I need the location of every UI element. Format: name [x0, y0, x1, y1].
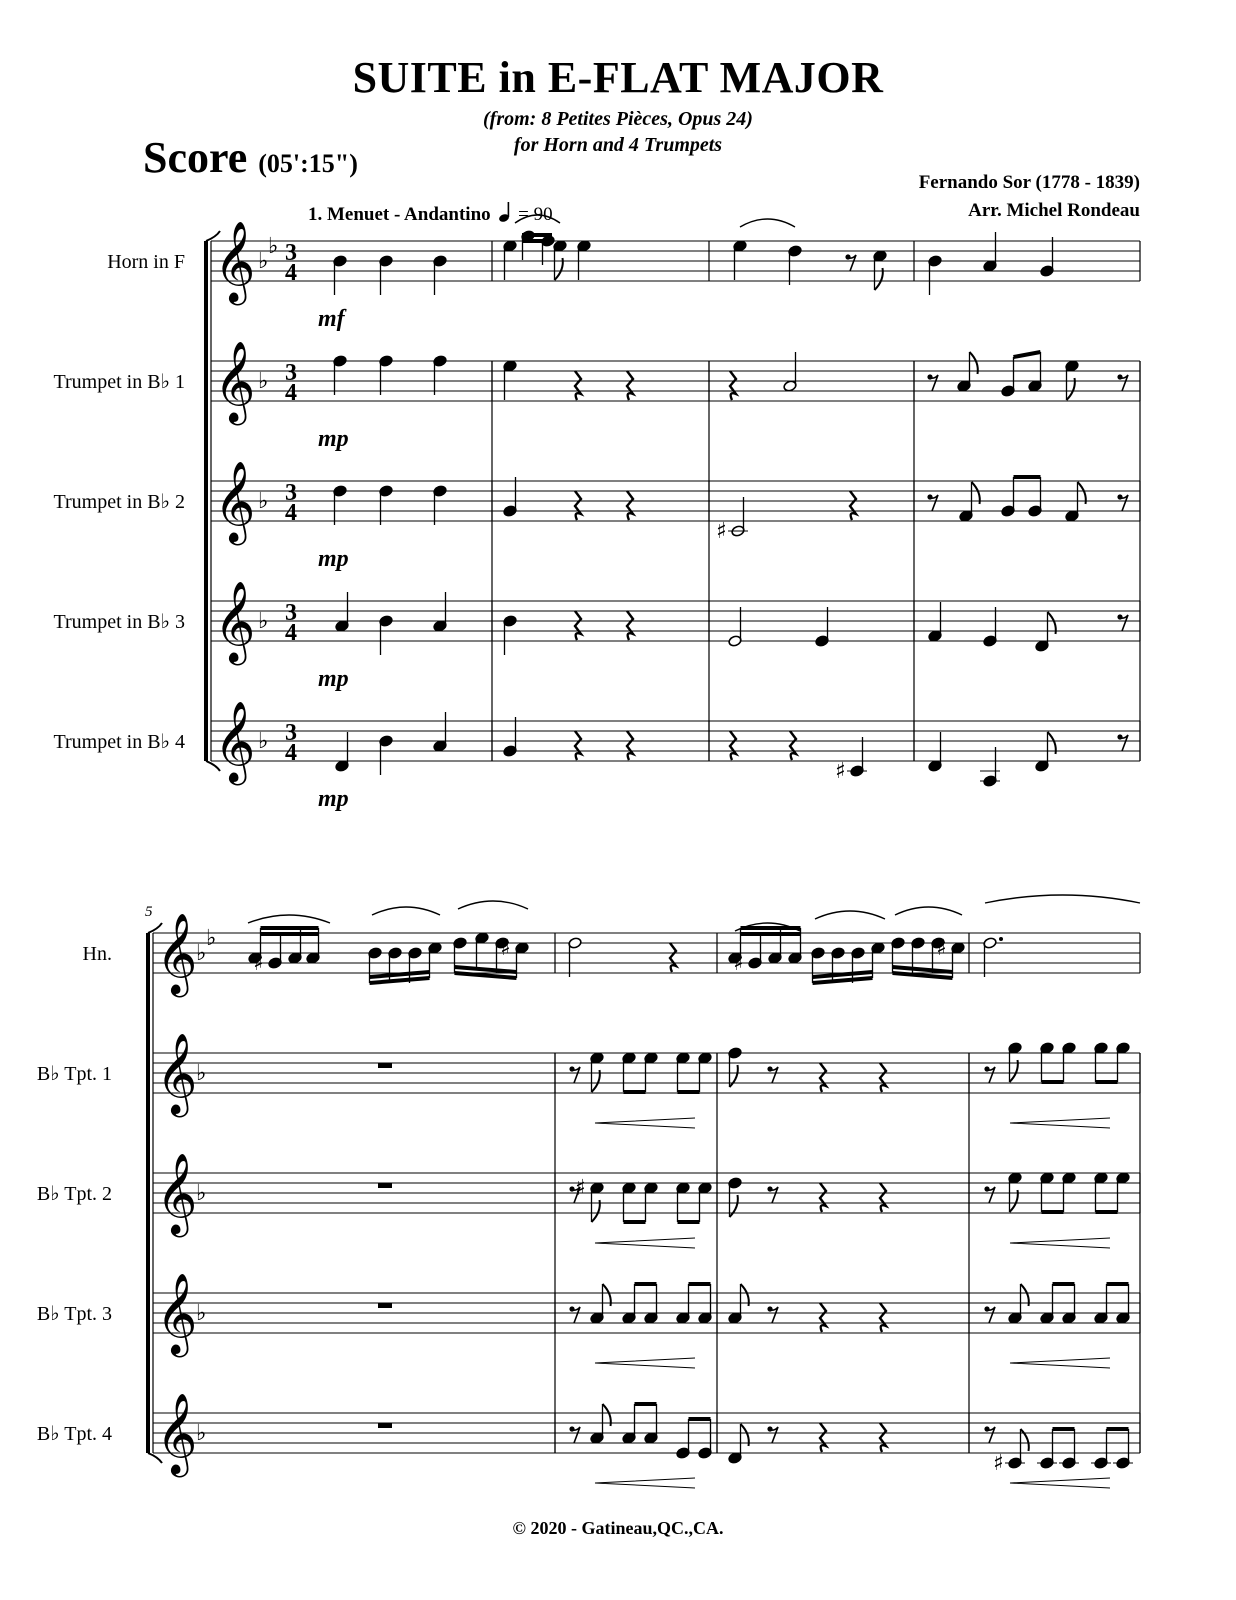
- measure-number: 5: [145, 904, 153, 920]
- dynamic-marking: mp: [318, 546, 349, 572]
- quarter-rest-icon: [790, 731, 796, 760]
- eighth-rest-icon: [770, 1067, 778, 1083]
- quarter-rest-icon: [575, 371, 581, 400]
- eighth-rest-icon: [930, 375, 938, 391]
- eighth-rest-icon: [770, 1187, 778, 1203]
- quarter-rest-icon: [575, 731, 581, 760]
- system-1: [54, 215, 1141, 812]
- eighth-rest-icon: [1120, 375, 1128, 391]
- quarter-rest-icon: [820, 1303, 826, 1332]
- movement-title: 1. Menuet - Andantino: [308, 204, 491, 225]
- treble-clef-icon: 𝄞: [156, 912, 198, 994]
- flat-icon: ♭: [258, 489, 269, 514]
- treble-clef-icon: 𝄞: [214, 700, 256, 782]
- treble-clef-icon: 𝄞: [214, 460, 256, 542]
- note-flag: [1021, 1429, 1029, 1451]
- quarter-rest-icon: [670, 943, 676, 972]
- quarter-rest-icon: [627, 731, 633, 760]
- staff-1: [107, 220, 1140, 332]
- score-duration: (05':15"): [258, 149, 358, 178]
- staff-3: [54, 460, 1141, 572]
- subtitle-instrumentation: for Horn and 4 Trumpets: [513, 134, 723, 156]
- sharp-icon: ♯: [993, 1451, 1004, 1476]
- arranger: Arr. Michel Rondeau: [968, 200, 1140, 221]
- flat-icon: ♭: [196, 1181, 207, 1206]
- time-signature-numerator: 3: [285, 480, 297, 506]
- copyright-notice: © 2020 - Gatineau,QC.,CA.: [512, 1518, 724, 1538]
- time-signature-denominator: 4: [285, 620, 297, 646]
- quarter-rest-icon: [627, 371, 633, 400]
- time-signature-numerator: 3: [285, 360, 297, 386]
- quarter-rest-icon: [880, 1303, 886, 1332]
- flat-icon: ♭: [206, 926, 217, 951]
- note-flag: [730, 1195, 738, 1217]
- slur: [895, 907, 962, 915]
- dynamic-marking: mp: [318, 426, 349, 452]
- slur: [458, 901, 528, 909]
- note-beam: [893, 967, 953, 972]
- flat-icon: ♭: [196, 1301, 207, 1326]
- eighth-rest-icon: [987, 1427, 995, 1443]
- quarter-rest-icon: [850, 491, 856, 520]
- composer: Fernando Sor (1778 - 1839): [918, 172, 1140, 193]
- note-beam: [893, 973, 953, 978]
- quarter-rest-icon: [820, 1423, 826, 1452]
- note-beam: [455, 973, 517, 978]
- staff-2: [54, 340, 1141, 452]
- crescendo-hairpin: [595, 1358, 695, 1368]
- note-beam: [1014, 352, 1041, 357]
- sharp-icon: ♯: [253, 951, 264, 976]
- quarter-rest-icon: [730, 371, 736, 400]
- note-beam: [370, 978, 430, 983]
- staff-1: [83, 912, 1140, 997]
- quarter-rest-icon: [880, 1063, 886, 1092]
- slur: [815, 911, 885, 919]
- eighth-rest-icon: [987, 1187, 995, 1203]
- instrument-name: Hn.: [82, 943, 112, 965]
- sharp-icon: ♯: [835, 759, 846, 784]
- time-signature-denominator: 4: [285, 500, 297, 526]
- crescendo-hairpin: [595, 1238, 695, 1248]
- quarter-rest-icon: [880, 1423, 886, 1452]
- dynamic-marking: mf: [318, 306, 345, 332]
- treble-clef-icon: 𝄞: [214, 340, 256, 422]
- instrument-name: Trumpet in B♭ 1: [53, 371, 185, 393]
- staff-4: [54, 580, 1141, 692]
- instrument-name: B♭ Tpt. 1: [36, 1063, 112, 1085]
- treble-clef-icon: 𝄞: [156, 1032, 198, 1114]
- eighth-rest-icon: [987, 1067, 995, 1083]
- crescendo-hairpin: [595, 1478, 695, 1488]
- eighth-rest-icon: [1120, 495, 1128, 511]
- quarter-rest-icon: [820, 1063, 826, 1092]
- time-signature-numerator: 3: [285, 600, 297, 626]
- quarter-rest-icon: [575, 491, 581, 520]
- flat-icon: ♭: [258, 369, 269, 394]
- quarter-rest-icon: [627, 611, 633, 640]
- treble-clef-icon: 𝄞: [156, 1152, 198, 1234]
- instrument-name: Horn in F: [107, 251, 185, 273]
- flat-icon: ♭: [258, 609, 269, 634]
- eighth-rest-icon: [848, 255, 856, 271]
- slur: [985, 895, 1140, 903]
- whole-rest-icon: [378, 1423, 392, 1428]
- sharp-icon: ♯: [716, 519, 727, 544]
- quarter-rest-icon: [880, 1183, 886, 1212]
- subtitle-source: (from: 8 Petites Pièces, Opus 24): [483, 108, 753, 130]
- eighth-rest-icon: [572, 1307, 580, 1323]
- system-2: [37, 895, 1140, 1488]
- time-signature-denominator: 4: [285, 740, 297, 766]
- staff-2: [37, 1032, 1140, 1117]
- instrument-name: B♭ Tpt. 2: [36, 1183, 112, 1205]
- sharp-icon: ♯: [733, 951, 744, 976]
- flat-icon: ♭: [196, 1421, 207, 1446]
- note-beam: [813, 978, 873, 983]
- quarter-rest-icon: [627, 491, 633, 520]
- flat-icon: ♭: [268, 234, 279, 259]
- sharp-icon: ♯: [936, 936, 947, 961]
- time-signature-denominator: 4: [285, 260, 297, 286]
- sharp-icon: ♯: [500, 936, 511, 961]
- flat-icon: ♭: [196, 1061, 207, 1086]
- treble-clef-icon: 𝄞: [214, 220, 256, 302]
- note-beam: [455, 967, 517, 972]
- time-signature-numerator: 3: [285, 720, 297, 746]
- eighth-rest-icon: [572, 1067, 580, 1083]
- dynamic-marking: mp: [318, 786, 349, 812]
- slur: [248, 915, 330, 923]
- eighth-rest-icon: [987, 1307, 995, 1323]
- note-dot: [999, 937, 1003, 941]
- quarter-rest-icon: [575, 611, 581, 640]
- eighth-rest-icon: [572, 1427, 580, 1443]
- staff-4: [37, 1272, 1140, 1357]
- eighth-rest-icon: [770, 1427, 778, 1443]
- crescendo-hairpin: [595, 1118, 695, 1128]
- instrument-name: Trumpet in B♭ 4: [53, 731, 185, 753]
- crescendo-hairpin: [1010, 1478, 1110, 1488]
- staff-5: [37, 1392, 1140, 1477]
- flat-icon: ♭: [258, 249, 269, 274]
- score-title: SUITE in E-FLAT MAJOR: [352, 53, 884, 102]
- treble-clef-icon: 𝄞: [156, 1272, 198, 1354]
- whole-rest-icon: [378, 1183, 392, 1188]
- eighth-rest-icon: [1120, 615, 1128, 631]
- treble-clef-icon: 𝄞: [156, 1392, 198, 1474]
- whole-rest-icon: [378, 1063, 392, 1068]
- crescendo-hairpin: [1010, 1358, 1110, 1368]
- staff-3: [37, 1152, 1140, 1237]
- slur: [372, 907, 440, 915]
- staff-5: [54, 700, 1141, 812]
- instrument-name: Trumpet in B♭ 2: [53, 491, 185, 513]
- sharp-icon: ♯: [575, 1176, 586, 1201]
- eighth-rest-icon: [770, 1307, 778, 1323]
- quarter-rest-icon: [730, 731, 736, 760]
- tempo-value: = 90: [518, 204, 553, 225]
- time-signature-numerator: 3: [285, 240, 297, 266]
- slur: [515, 215, 560, 223]
- dynamic-marking: mp: [318, 666, 349, 692]
- flat-icon: ♭: [196, 941, 207, 966]
- quarter-rest-icon: [820, 1183, 826, 1212]
- instrument-name: B♭ Tpt. 3: [36, 1303, 112, 1325]
- time-signature-denominator: 4: [285, 380, 297, 406]
- instrument-name: Trumpet in B♭ 3: [53, 611, 185, 633]
- crescendo-hairpin: [1010, 1118, 1110, 1128]
- instrument-name: B♭ Tpt. 4: [36, 1423, 112, 1445]
- score-label: Score: [143, 133, 248, 182]
- crescendo-hairpin: [1010, 1238, 1110, 1248]
- whole-rest-icon: [378, 1303, 392, 1308]
- eighth-rest-icon: [930, 495, 938, 511]
- treble-clef-icon: 𝄞: [214, 580, 256, 662]
- slur: [740, 219, 795, 227]
- eighth-rest-icon: [1120, 735, 1128, 751]
- flat-icon: ♭: [258, 729, 269, 754]
- note-flag: [730, 1065, 738, 1087]
